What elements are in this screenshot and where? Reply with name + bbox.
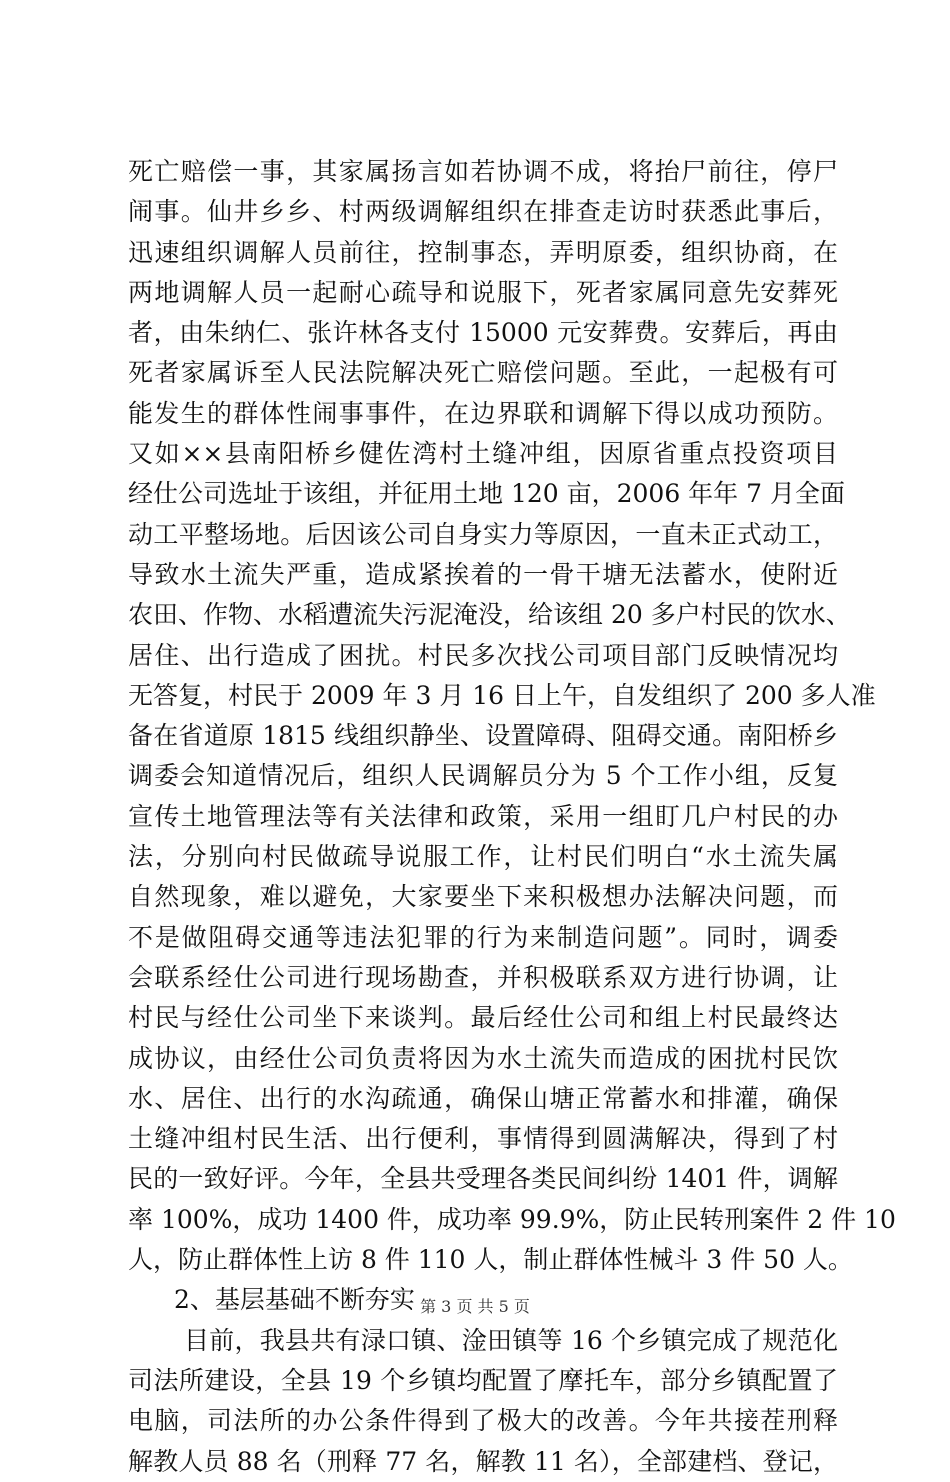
text-line: 闹事。仙井乡乡、村两级调解组织在排查走访时获悉此事后， [128,197,838,227]
text-line: 无答复，村民于 2009 年 3 月 16 日上午，自发组织了 200 多人准 [128,680,876,710]
text-line: 动工平整场地。后因该公司自身实力等原因，一直未正式动工， [128,519,838,549]
section-heading: 2、基层基础不断夯实 [174,1285,415,1315]
text-line: 自然现象，难以避免，大家要坐下来积极想办法解决问题，而 [128,882,838,912]
text-line: 死者家属诉至人民法院解决死亡赔偿问题。至此，一起极有可 [128,358,838,388]
text-line: 土缝冲组村民生活、出行便利，事情得到圆满解决，得到了村 [128,1124,838,1154]
text-line: 又如××县南阳桥乡健佐湾村土缝冲组，因原省重点投资项目 [128,439,838,469]
text-line: 者，由朱纳仁、张许林各支付 15000 元安葬费。安葬后，再由 [128,318,838,348]
text-line: 死亡赔偿一事，其家属扬言如若协调不成，将抬尸前往，停尸 [128,157,838,186]
text-line: 司法所建设，全县 19 个乡镇均配置了摩托车，部分乡镇配置了 [128,1365,838,1395]
text-line: 村民与经仕公司坐下来谈判。最后经仕公司和组上村民最终达 [128,1003,838,1033]
text-line: 率 100%，成功 1400 件，成功率 99.9%，防止民转刑案件 2 件 10 [128,1204,896,1234]
page-number-footer: 第 3 页 共 5 页 [420,1297,530,1316]
text-line: 民的一致好评。今年，全县共受理各类民间纠纷 1401 件，调解 [128,1164,838,1194]
text-line: 居住、出行造成了困扰。村民多次找公司项目部门反映情况均 [128,640,838,670]
text-line: 电脑，司法所的办公条件得到了极大的改善。今年共接茬刑释 [128,1406,838,1436]
text-line: 水、居住、出行的水沟疏通，确保山塘正常蓄水和排灌，确保 [128,1083,838,1113]
text-line: 迅速组织调解人员前往，控制事态，弄明原委，组织协商，在 [128,237,838,267]
text-line: 调委会知道情况后，组织人民调解员分为 5 个工作小组，反复 [128,761,838,791]
text-line: 备在省道原 1815 线组织静坐、设置障碍、阻碍交通。南阳桥乡 [128,721,838,751]
text-line: 农田、作物、水稻遭流失污泥淹没，给该组 20 多户村民的饮水、 [128,600,851,630]
text-line: 导致水土流失严重，造成紧挨着的一骨干塘无法蓄水，使附近 [128,559,838,589]
text-line: 宣传土地管理法等有关法律和政策，采用一组盯几户村民的办 [128,801,838,831]
text-line: 能发生的群体性闹事事件，在边界联和调解下得以成功预防。 [128,398,838,428]
text-line: 经仕公司选址于该组，并征用土地 120 亩，2006 年年 7 月全面 [128,479,845,509]
text-line: 解教人员 88 名（刑释 77 名，解教 11 名），全部建档、登记， [128,1446,838,1476]
text-line: 不是做阻碍交通等违法犯罪的行为来制造问题”。同时，调委 [128,922,838,952]
text-line: 会联系经仕公司进行现场勘查，并积极联系双方进行协调，让 [128,962,838,992]
text-line: 目前，我县共有渌口镇、淦田镇等 16 个乡镇完成了规范化 [184,1325,838,1355]
text-line: 成协议，由经仕公司负责将因为水土流失而造成的困扰村民饮 [128,1043,838,1073]
text-line: 法，分别向村民做疏导说服工作，让村民们明白“水土流失属 [128,842,838,872]
text-line: 人，防止群体性上访 8 件 110 人，制止群体性械斗 3 件 50 人。 [128,1245,853,1275]
text-line: 两地调解人员一起耐心疏导和说服下，死者家属同意先安葬死 [128,277,838,307]
document-body [128,152,896,1482]
